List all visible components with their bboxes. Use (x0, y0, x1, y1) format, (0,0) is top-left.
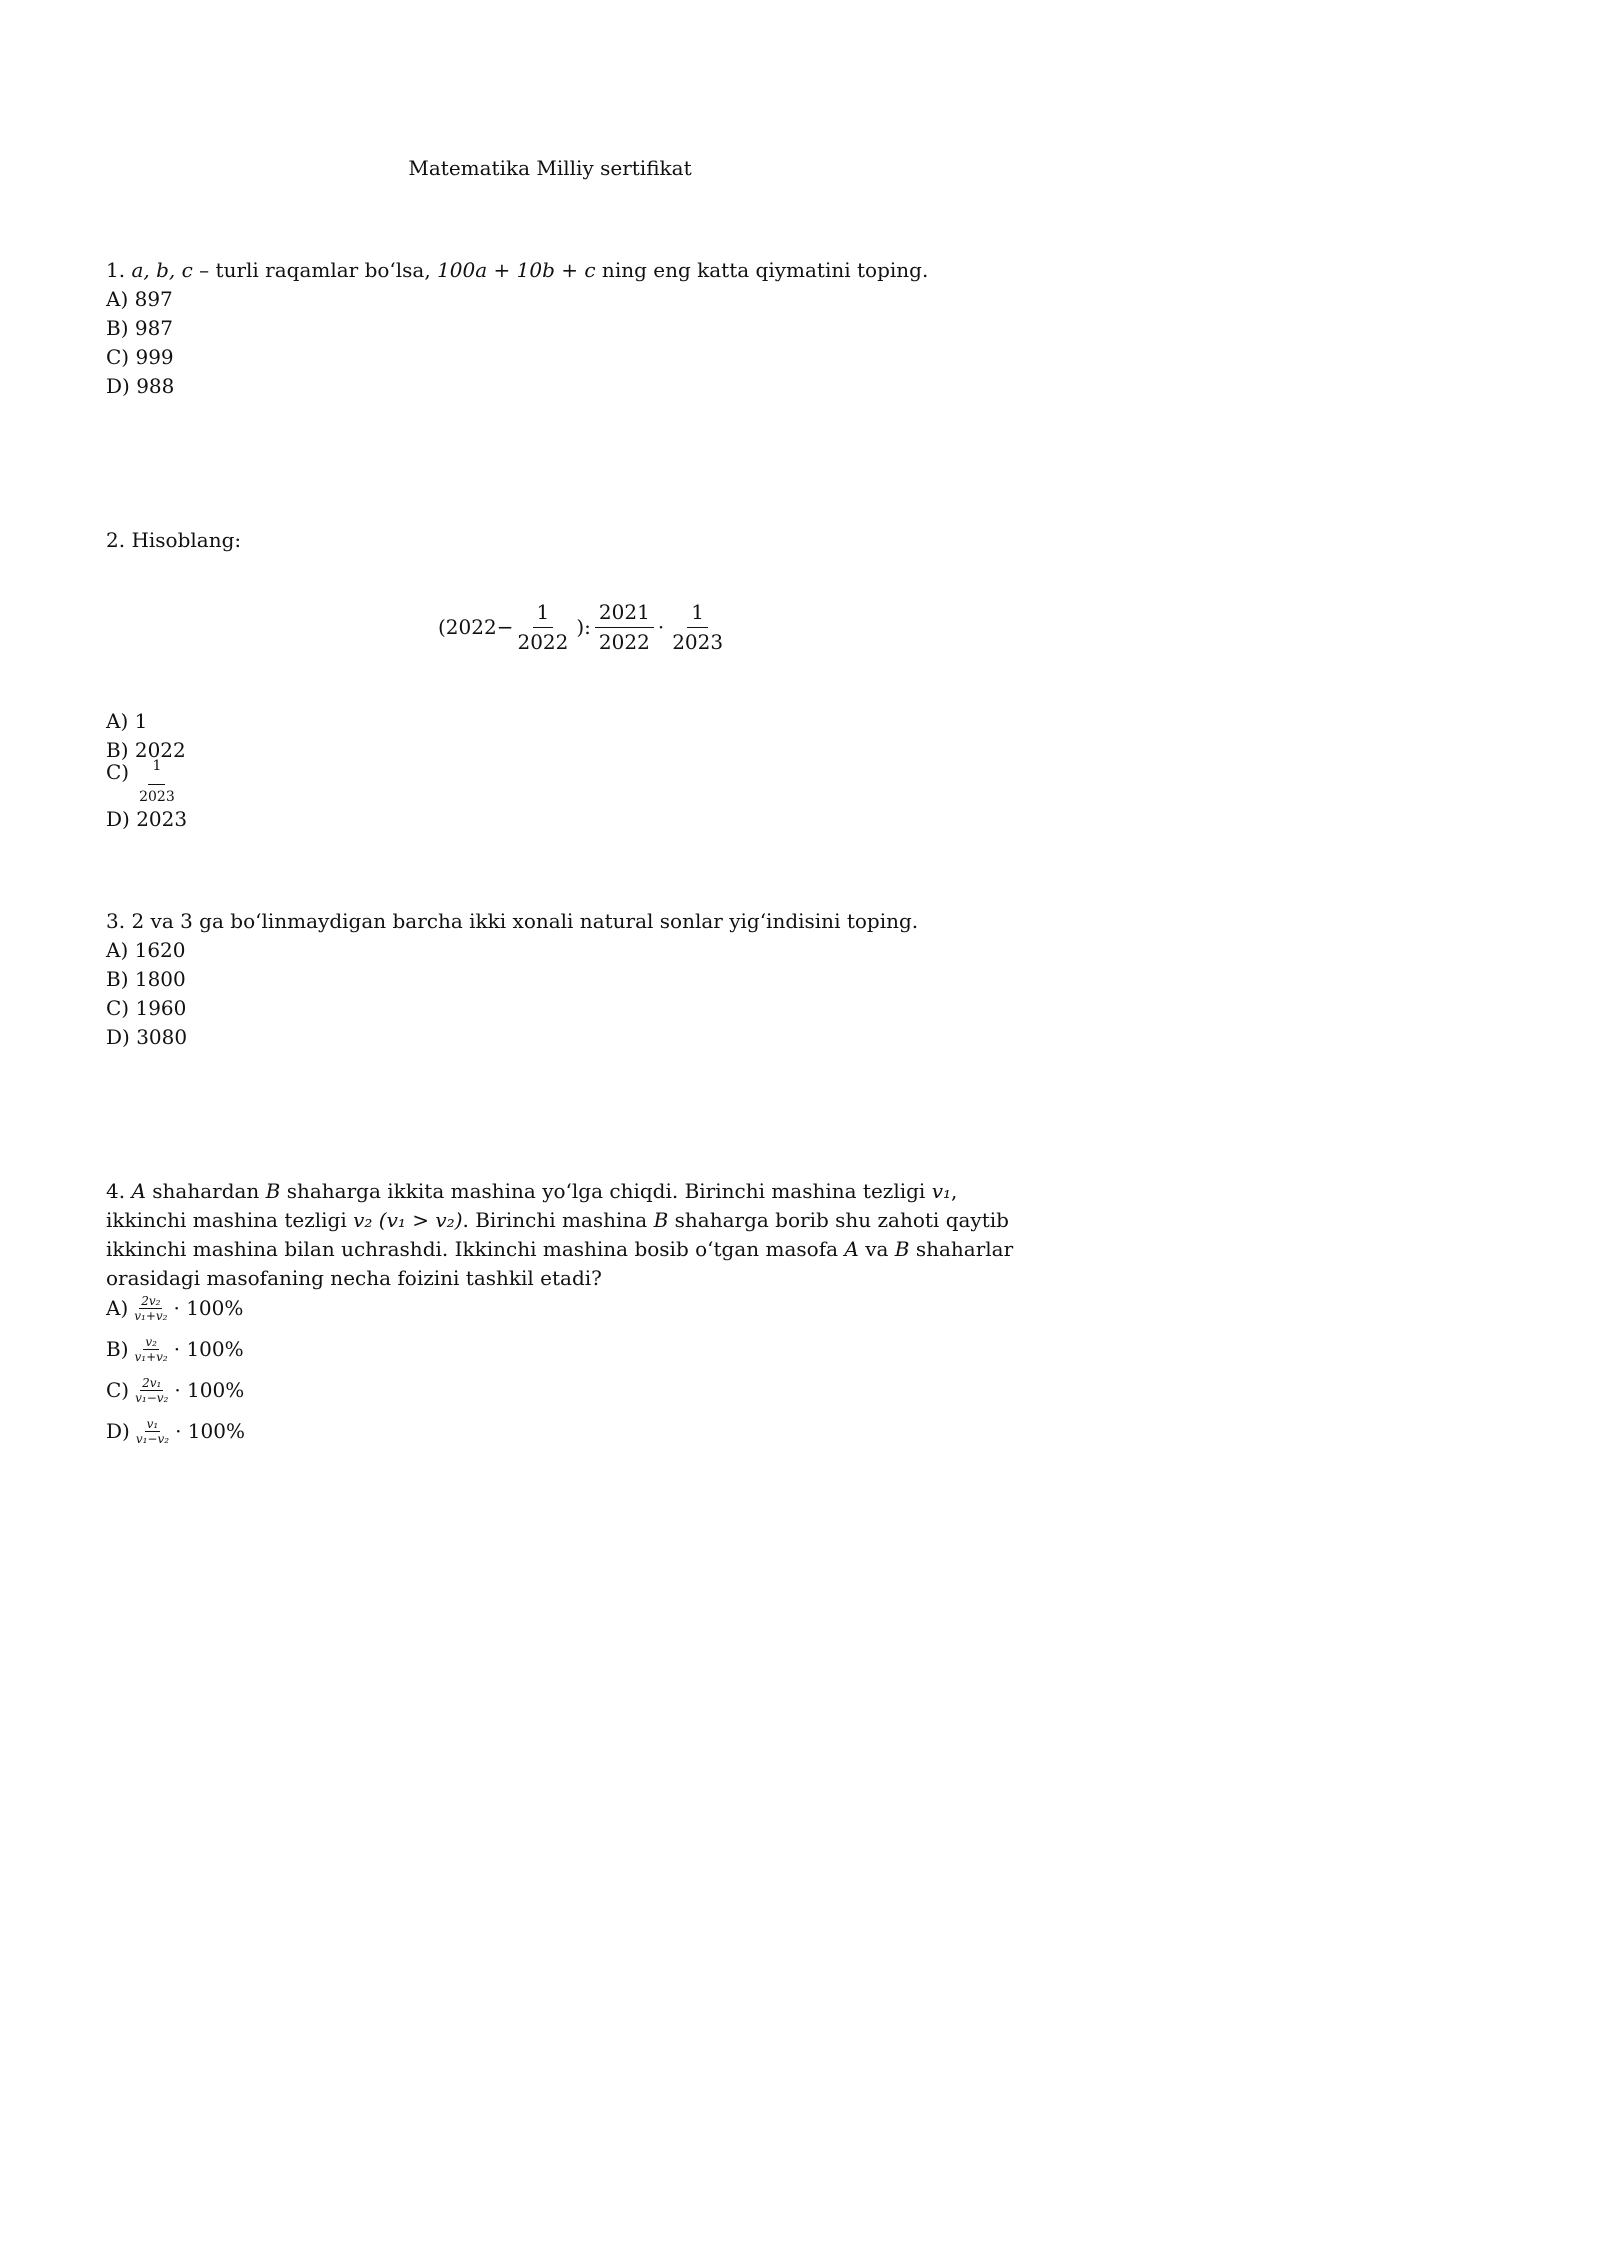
question-2-option-b: B) 2022 (106, 738, 186, 762)
fraction-option-b: $\frac{\text{v₂}}{\text{v₁+v₂}}$ (134, 1334, 168, 1364)
question-3-text: 3. 2 va 3 ga bo‘linmaydigan barcha ikki xonali natural sonlar yig‘indisini toping. (106, 909, 919, 933)
question-3 (106, 907, 918, 1052)
fraction-option-a: $\frac{\text{2v₂}}{\text{v₁+v₂}}$ (134, 1293, 168, 1323)
question-4-option-d: D) $\frac{\text{v₁}}{\text{v₁−v₂}}$ · 100% (106, 1416, 245, 1446)
question-3-option-d: D) 3080 (106, 1025, 188, 1049)
question-1-vars: a, b, c (131, 258, 193, 282)
question-1-option-c: C) 999 (106, 345, 174, 369)
question-2-option-c: C) $\frac{1}{2023}$ (106, 758, 179, 805)
question-4-text: 4. A shahardan B shaharga ikkita mashina yo‘lga chiqdi. Birinchi mashina tezligi v₁, ikkinchi mashina tezligi v₂ (v₁ > v₂). Birinchi mashina B shaharga borib shu zahoti qaytib ikkinchi mashina bilan uchrashdi. Ikkinchi mashina bosib o‘tgan masofa A va B shaharlar orasidagi masofaning necha foizini tashkil etadi? (106, 1179, 1014, 1290)
fraction-1-over-2023: $\frac{1}{2023}$ (672, 599, 724, 654)
question-1 (106, 256, 928, 401)
question-1-option-d: D) 988 (106, 374, 175, 398)
fraction-1-over-2022: $\frac{1}{2022}$ (517, 599, 569, 654)
question-4-option-b: B) $\frac{\text{v₂}}{\text{v₁+v₂}}$ · 100% (106, 1334, 244, 1364)
question-1-text: 1. a, b, c – turli raqamlar bo‘lsa, 100a + 10b + c ning eng katta qiymatini toping. (106, 258, 929, 282)
question-4-option-c: C) $\frac{\text{2v₁}}{\text{v₁−v₂}}$ · 100% (106, 1375, 245, 1405)
question-2-expression: (2022− $\frac{1}{2022}$ ): $\frac{2021}{2022}$ · $\frac{1}{2023}$ (438, 594, 727, 660)
question-2-prompt: 2. Hisoblang: (106, 528, 242, 552)
question-3-option-a: A) 1620 (106, 938, 186, 962)
page-title: Matematika Milliy sertifikat (408, 156, 692, 180)
question-2-option-a: A) 1 (106, 709, 148, 733)
question-1-option-b: B) 987 (106, 316, 174, 340)
fraction-option-c: $\frac{\text{2v₁}}{\text{v₁−v₂}}$ (135, 1375, 169, 1405)
question-2-option-d: D) 2023 (106, 807, 188, 831)
question-1-expression: 100a + 10b + c (437, 258, 596, 282)
question-4-option-a: A) $\frac{\text{2v₂}}{\text{v₁+v₂}}$ · 100% (106, 1293, 244, 1323)
question-3-option-b: B) 1800 (106, 967, 186, 991)
question-3-option-c: C) 1960 (106, 996, 187, 1020)
fraction-2021-over-2022: $\frac{2021}{2022}$ (595, 598, 654, 657)
fraction-option-d: $\frac{\text{v₁}}{\text{v₁−v₂}}$ (135, 1416, 170, 1446)
question-1-option-a: A) 897 (106, 287, 173, 311)
fraction-1-over-2023-option: $\frac{1}{2023}$ (139, 758, 175, 805)
